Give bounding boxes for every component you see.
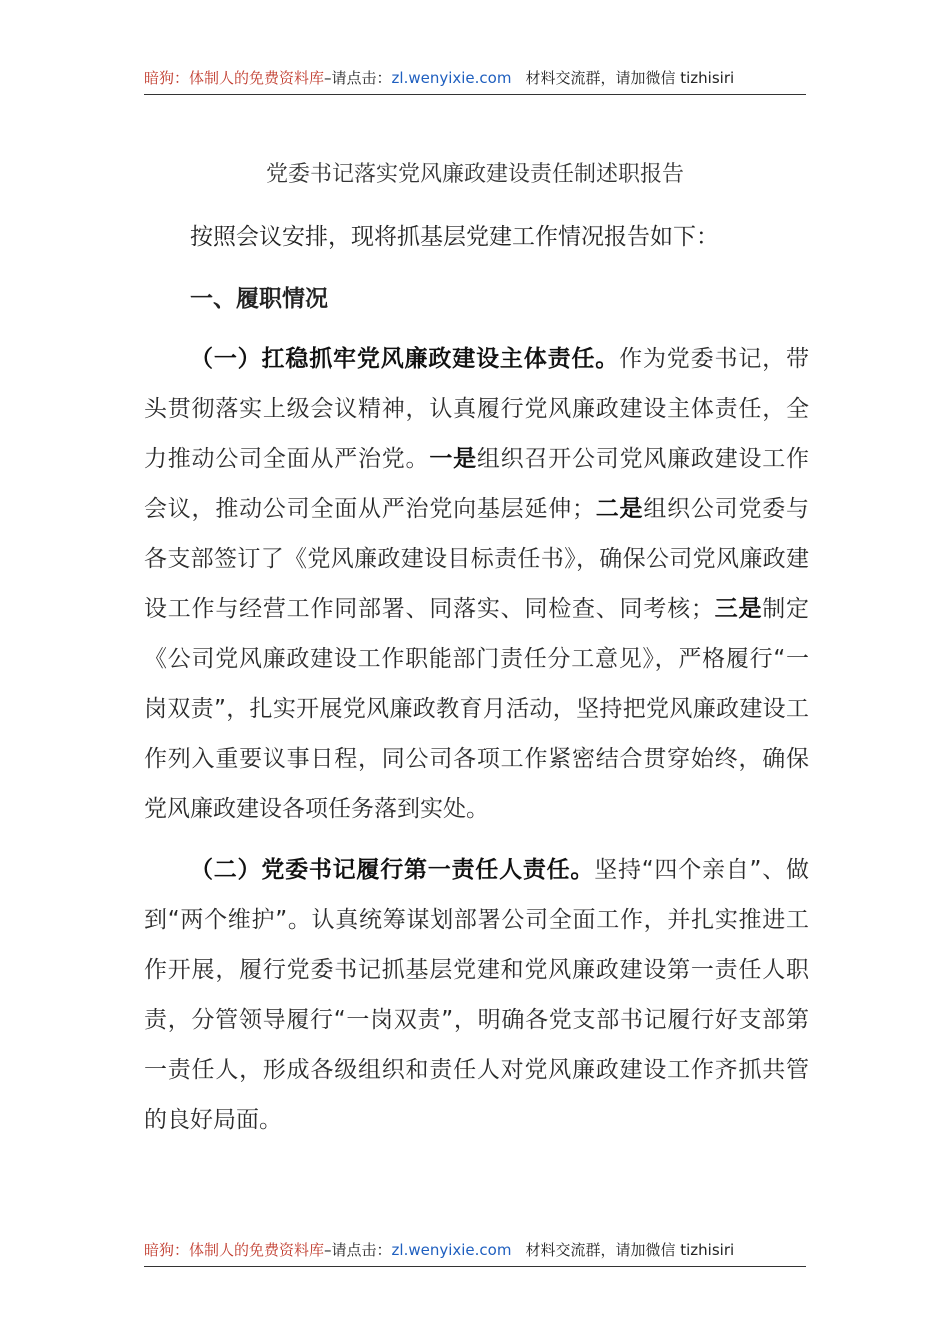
footer-url-link[interactable]: zl.wenyixie.com — [391, 1241, 512, 1259]
paragraph-1-text-1: 作为党委书记，带头贯彻落实上级会议精神，认真履行党风廉政建设主体责任，全力推动公司全面从严治党。 — [144, 346, 810, 472]
footer-site-name: 暗狗：体制人的免费资料库 — [144, 1241, 325, 1259]
header-site-name: 暗狗：体制人的免费资料库 — [144, 69, 325, 87]
paragraph-1-keyword-2: 二是 — [595, 496, 644, 522]
document-title: 党委书记落实党风廉政建设责任制述职报告 — [265, 162, 684, 187]
footer-banner — [144, 1236, 806, 1267]
section-heading-1: 一、履职情况 — [190, 286, 328, 312]
intro-line: 按照会议安排，现将抓基层党建工作情况报告如下： — [190, 224, 719, 250]
header-url-link[interactable]: zl.wenyixie.com — [391, 69, 512, 87]
paragraph-1-text-3: 组织公司党委与各支部签订了《党风廉政建设目标责任书》，确保公司党风廉政建设工作与经营工作同部署、同落实、同检查、同考核； — [144, 496, 810, 622]
paragraph-1-text-2: 组织召开公司党风廉政建设工作会议，推动公司全面从严治党向基层延伸； — [144, 446, 810, 522]
paragraph-1-keyword-3: 三是 — [713, 596, 763, 622]
paragraph-1-text-4: 制定《公司党风廉政建设工作职能部门责任分工意见》，严格履行“一岗双责”，扎实开展党风廉政教育月活动，坚持把党风廉政建设工作列入重要议事日程，同公司各项工作紧密结合贯穿始终，确保党风廉政建设各项任务落到实处。 — [144, 596, 810, 822]
paragraph-2 — [144, 845, 809, 1145]
paragraph-1-lead: （一）扛稳抓牢党风廉政建设主体责任。 — [190, 346, 620, 372]
footer-group-note: 材料交流群，请加微信 tizhisiri — [525, 1241, 735, 1259]
header-banner — [144, 64, 806, 95]
paragraph-1-keyword-1: 一是 — [429, 446, 477, 472]
paragraph-2-text: 坚持“四个亲自”、做到“两个维护”。认真统筹谋划部署公司全面工作，并扎实推进工作开展，履行党委书记抓基层党建和党风廉政建设第一责任人职责，分管领导履行“一岗双责”，明确各党支部书记履行好支部第一责任人，形成各级组织和责任人对党风廉政建设工作齐抓共管的良好局面。 — [144, 857, 809, 1133]
paragraph-2-lead: （二）党委书记履行第一责任人责任。 — [190, 857, 595, 883]
header-click-prompt: –请点击： — [324, 69, 392, 87]
paragraph-1 — [144, 334, 809, 834]
header-group-note: 材料交流群，请加微信 tizhisiri — [525, 69, 735, 87]
footer-click-prompt: –请点击： — [324, 1241, 392, 1259]
